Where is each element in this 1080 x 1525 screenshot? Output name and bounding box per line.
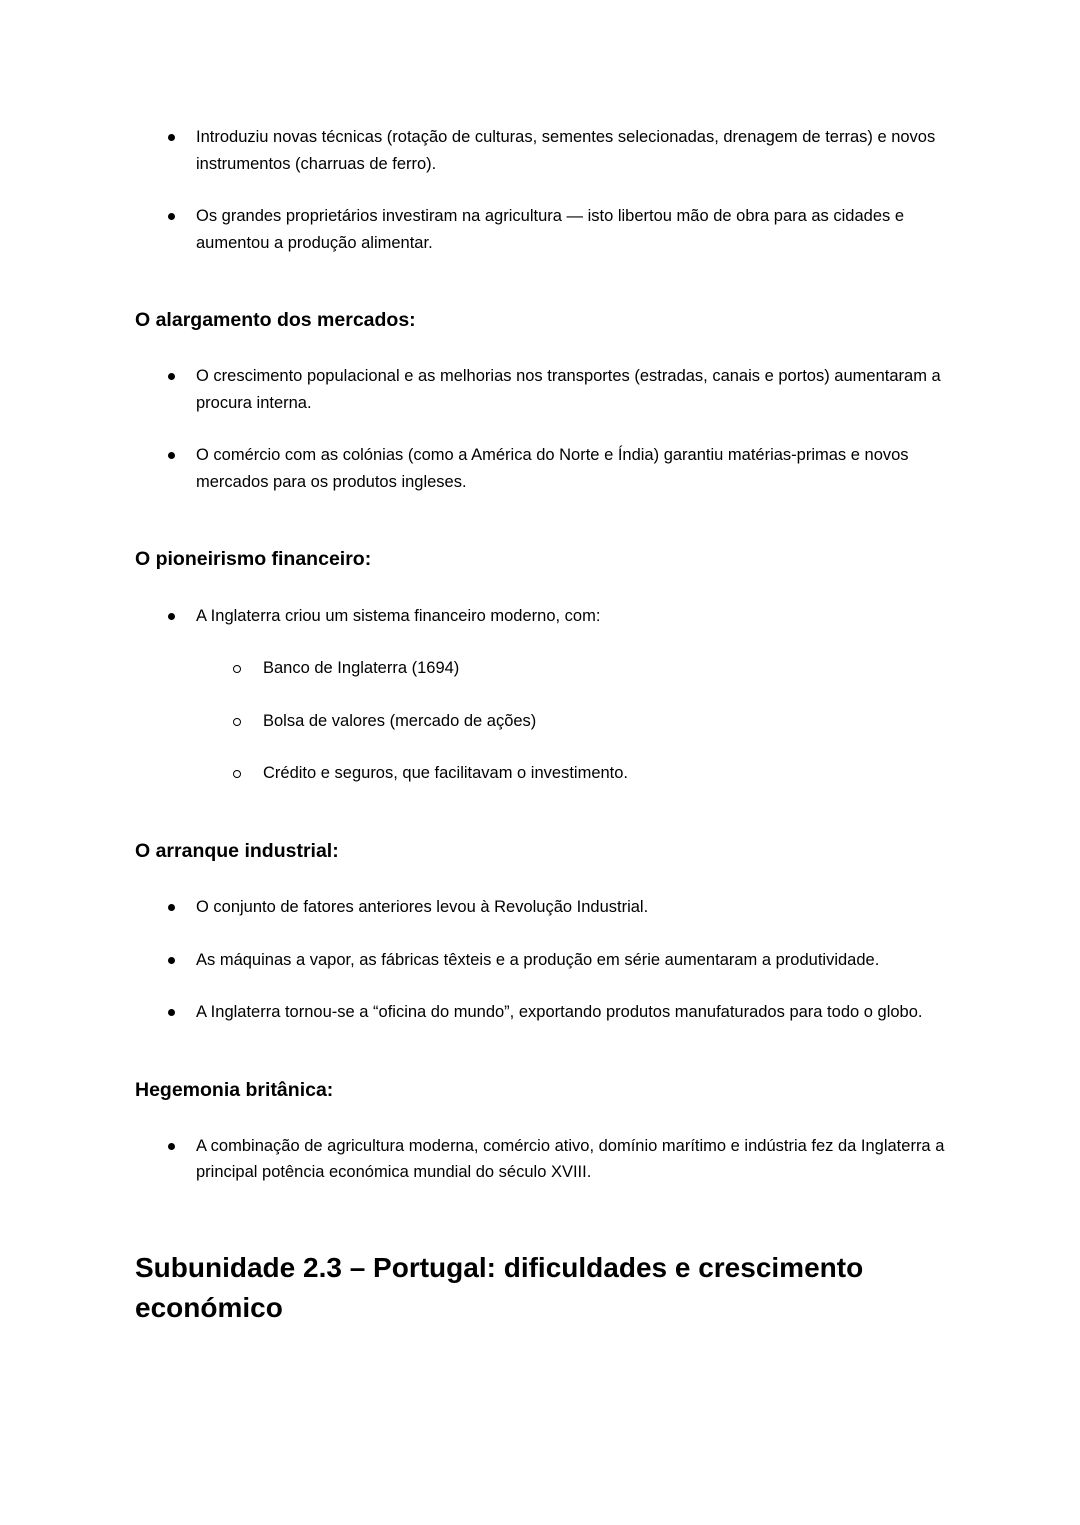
filled-bullet-marker [168, 373, 175, 380]
bullet-text: O crescimento populacional e as melhorias nos transportes (estradas, canais e portos) aumentaram a procura interna. [196, 367, 941, 412]
filled-bullet-marker [168, 134, 175, 141]
bullet-text: Crédito e seguros, que facilitavam o investimento. [263, 764, 629, 783]
bullet-list [135, 363, 947, 495]
bullet-text: A Inglaterra tornou-se a “oficina do mundo”, exportando produtos manufaturados para todo o globo. [196, 1003, 923, 1022]
bullet-text: A combinação de agricultura moderna, comércio ativo, domínio marítimo e indústria fez da Inglaterra a principal potência económica mundial do século XVIII. [196, 1136, 945, 1182]
bullet-text: O comércio com as colónias (como a América do Norte e Índia) garantiu matérias-primas e novos mercados para os produtos ingleses. [196, 446, 909, 491]
bullet-item [135, 894, 947, 921]
bullet-text: Os grandes proprietários investiram na agricultura — isto libertou mão de obra para as cidades e aumentou a produção alimentar. [196, 207, 905, 252]
filled-bullet-marker [168, 1009, 175, 1016]
bullet-text: Banco de Inglaterra (1694) [263, 659, 460, 678]
bullet-item [135, 947, 947, 974]
section-heading: Hegemonia britânica: [135, 1078, 334, 1101]
sub-bullet-item [135, 708, 947, 735]
bullet-item [135, 999, 947, 1026]
sub-bullet-item [135, 760, 947, 787]
filled-bullet-marker [168, 904, 175, 911]
bullet-list [135, 894, 947, 1026]
bullet-text: Bolsa de valores (mercado de ações) [263, 711, 537, 730]
subunit-heading: Subunidade 2.3 – Portugal: dificuldades e crescimento económico [135, 1251, 864, 1324]
document-content [135, 124, 947, 1186]
bullet-item [135, 603, 947, 630]
section-heading: O alargamento dos mercados: [135, 309, 416, 331]
bullet-text: A Inglaterra criou um sistema financeiro moderno, com: [196, 606, 601, 625]
bullet-item [135, 203, 947, 256]
filled-bullet-marker [168, 213, 175, 220]
sub-bullet-item [135, 655, 947, 682]
bullet-list [135, 603, 947, 787]
bullet-item [135, 1133, 947, 1186]
bullet-item [135, 363, 947, 416]
filled-bullet-marker [168, 452, 175, 459]
bullet-text: As máquinas a vapor, as fábricas têxteis e a produção em série aumentaram a produtividade. [196, 950, 880, 969]
bullet-list [135, 124, 947, 256]
bullet-item [135, 124, 947, 177]
hollow-bullet-marker [233, 665, 241, 673]
bullet-item [135, 442, 947, 495]
filled-bullet-marker [168, 613, 175, 620]
bullet-text: Introduziu novas técnicas (rotação de culturas, sementes selecionadas, drenagem de terras) e novos instrumentos (charruas de ferro). [196, 128, 936, 173]
hollow-bullet-marker [233, 770, 241, 778]
section-heading: O pioneirismo financeiro: [135, 548, 372, 571]
bullet-text: O conjunto de fatores anteriores levou à Revolução Industrial. [196, 898, 649, 917]
bullet-list [135, 1133, 947, 1186]
filled-bullet-marker [168, 1143, 175, 1150]
filled-bullet-marker [168, 957, 175, 964]
hollow-bullet-marker [233, 718, 241, 726]
section-heading: O arranque industrial: [135, 839, 339, 862]
